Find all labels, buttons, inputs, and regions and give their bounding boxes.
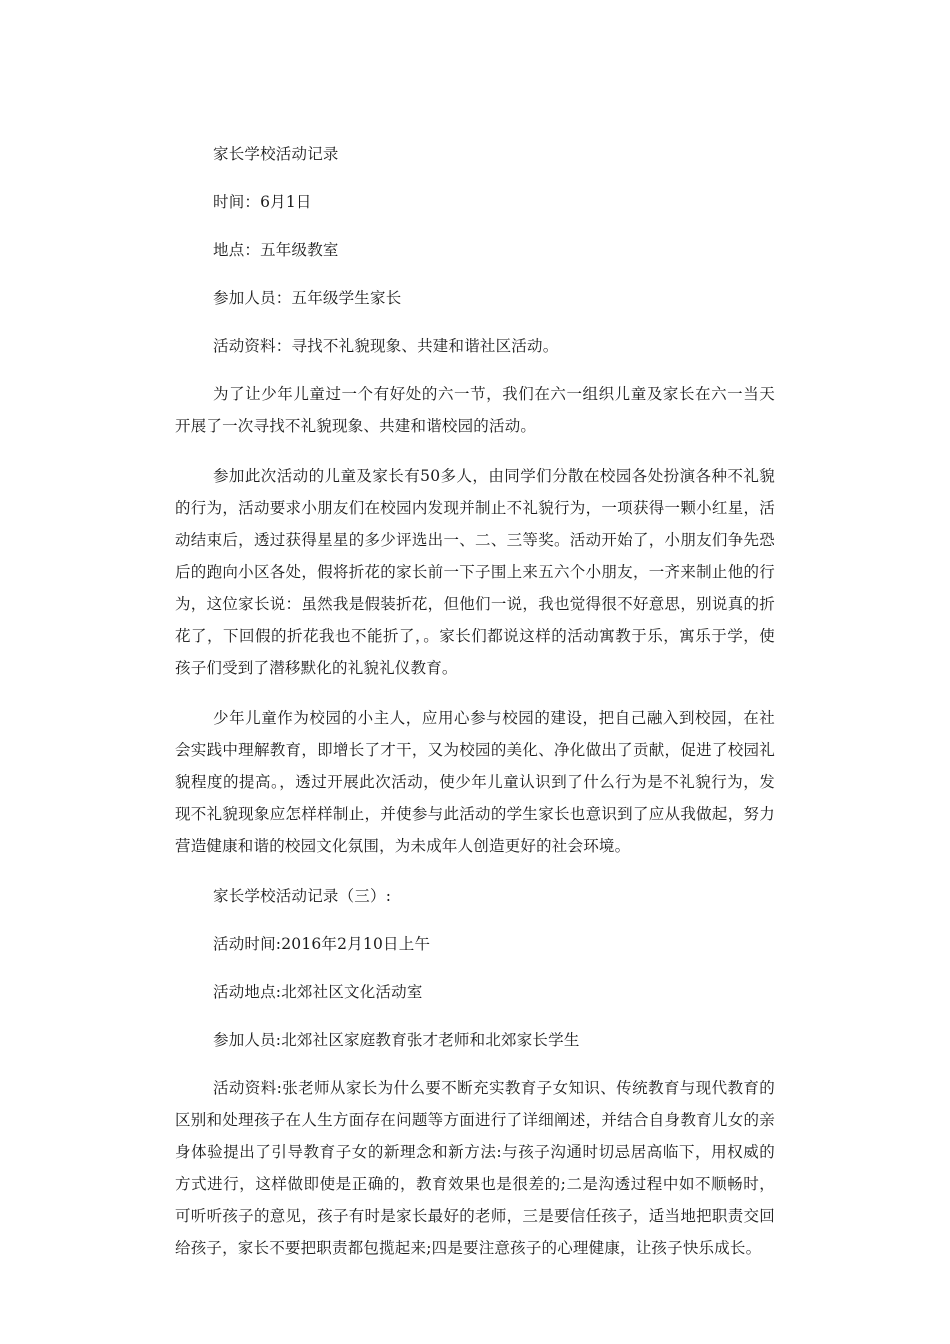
section2-time: 活动时间:2016年2月10日上午 [213, 935, 431, 953]
document-page [175, 138, 775, 1264]
section1-participants: 参加人员：五年级学生家长 [213, 289, 402, 307]
section1-paragraph-2: 参加此次活动的儿童及家长有50多人，由同学们分散在校园各处扮演各种不礼貌的行为，活动要求小朋友们在校园内发现并制止不礼貌行为，一项获得一颗小红星，活动结束后，透过获得星星的多少评选出一、二、三等奖。活动开始了，小朋友们争先恐后的跑向小区各处，假将折花的家长前一下子围上来五六个小朋友，一齐来制止他的行为，这位家长说：虽然我是假装折花，但他们一说，我也觉得很不好意思，别说真的折花了，下回假的折花我也不能折了，。家长们都说这样的活动寓教于乐，寓乐于学，使孩子们受到了潜移默化的礼貌礼仪教育。 [175, 467, 775, 677]
section2-content: 活动资料:张老师从家长为什么要不断充实教育子女知识、传统教育与现代教育的区别和处理孩子在人生方面存在问题等方面进行了详细阐述，并结合自身教育儿女的亲身体验提出了引导教育子女的新理念和新方法:与孩子沟通时切忌居高临下，用权威的方式进行，这样做即使是正确的，教育效果也是很差的;二是沟透过程中如不顺畅时，可听听孩子的意见，孩子有时是家长最好的老师，三是要信任孩子，适当地把职责交回给孩子，家长不要把职责都包揽起来;四是要注意孩子的心理健康，让孩子快乐成长。 [175, 1079, 775, 1257]
section2-participants: 参加人员:北郊社区家庭教育张才老师和北郊家长学生 [213, 1031, 580, 1049]
section1-place: 地点：五年级教室 [213, 241, 339, 259]
section1-time: 时间：6月1日 [213, 193, 312, 211]
section2-place: 活动地点:北郊社区文化活动室 [213, 983, 423, 1001]
section1-title: 家长学校活动记录 [213, 145, 339, 163]
section1-paragraph-1: 为了让少年儿童过一个有好处的六一节，我们在六一组织儿童及家长在六一当天开展了一次寻找不礼貌现象、共建和谐校园的活动。 [175, 385, 775, 435]
section1-content: 活动资料：寻找不礼貌现象、共建和谐社区活动。 [213, 337, 559, 355]
section2-title: 家长学校活动记录（三）: [213, 887, 392, 905]
section1-paragraph-3: 少年儿童作为校园的小主人，应用心参与校园的建设，把自己融入到校园，在社会实践中理解教育，即增长了才干，又为校园的美化、净化做出了贡献，促进了校园礼貌程度的提高。，透过开展此次活动，使少年儿童认识到了什么行为是不礼貌行为，发现不礼貌现象应怎样样制止，并使参与此活动的学生家长也意识到了应从我做起，努力营造健康和谐的校园文化氛围，为未成年人创造更好的社会环境。 [175, 709, 775, 855]
